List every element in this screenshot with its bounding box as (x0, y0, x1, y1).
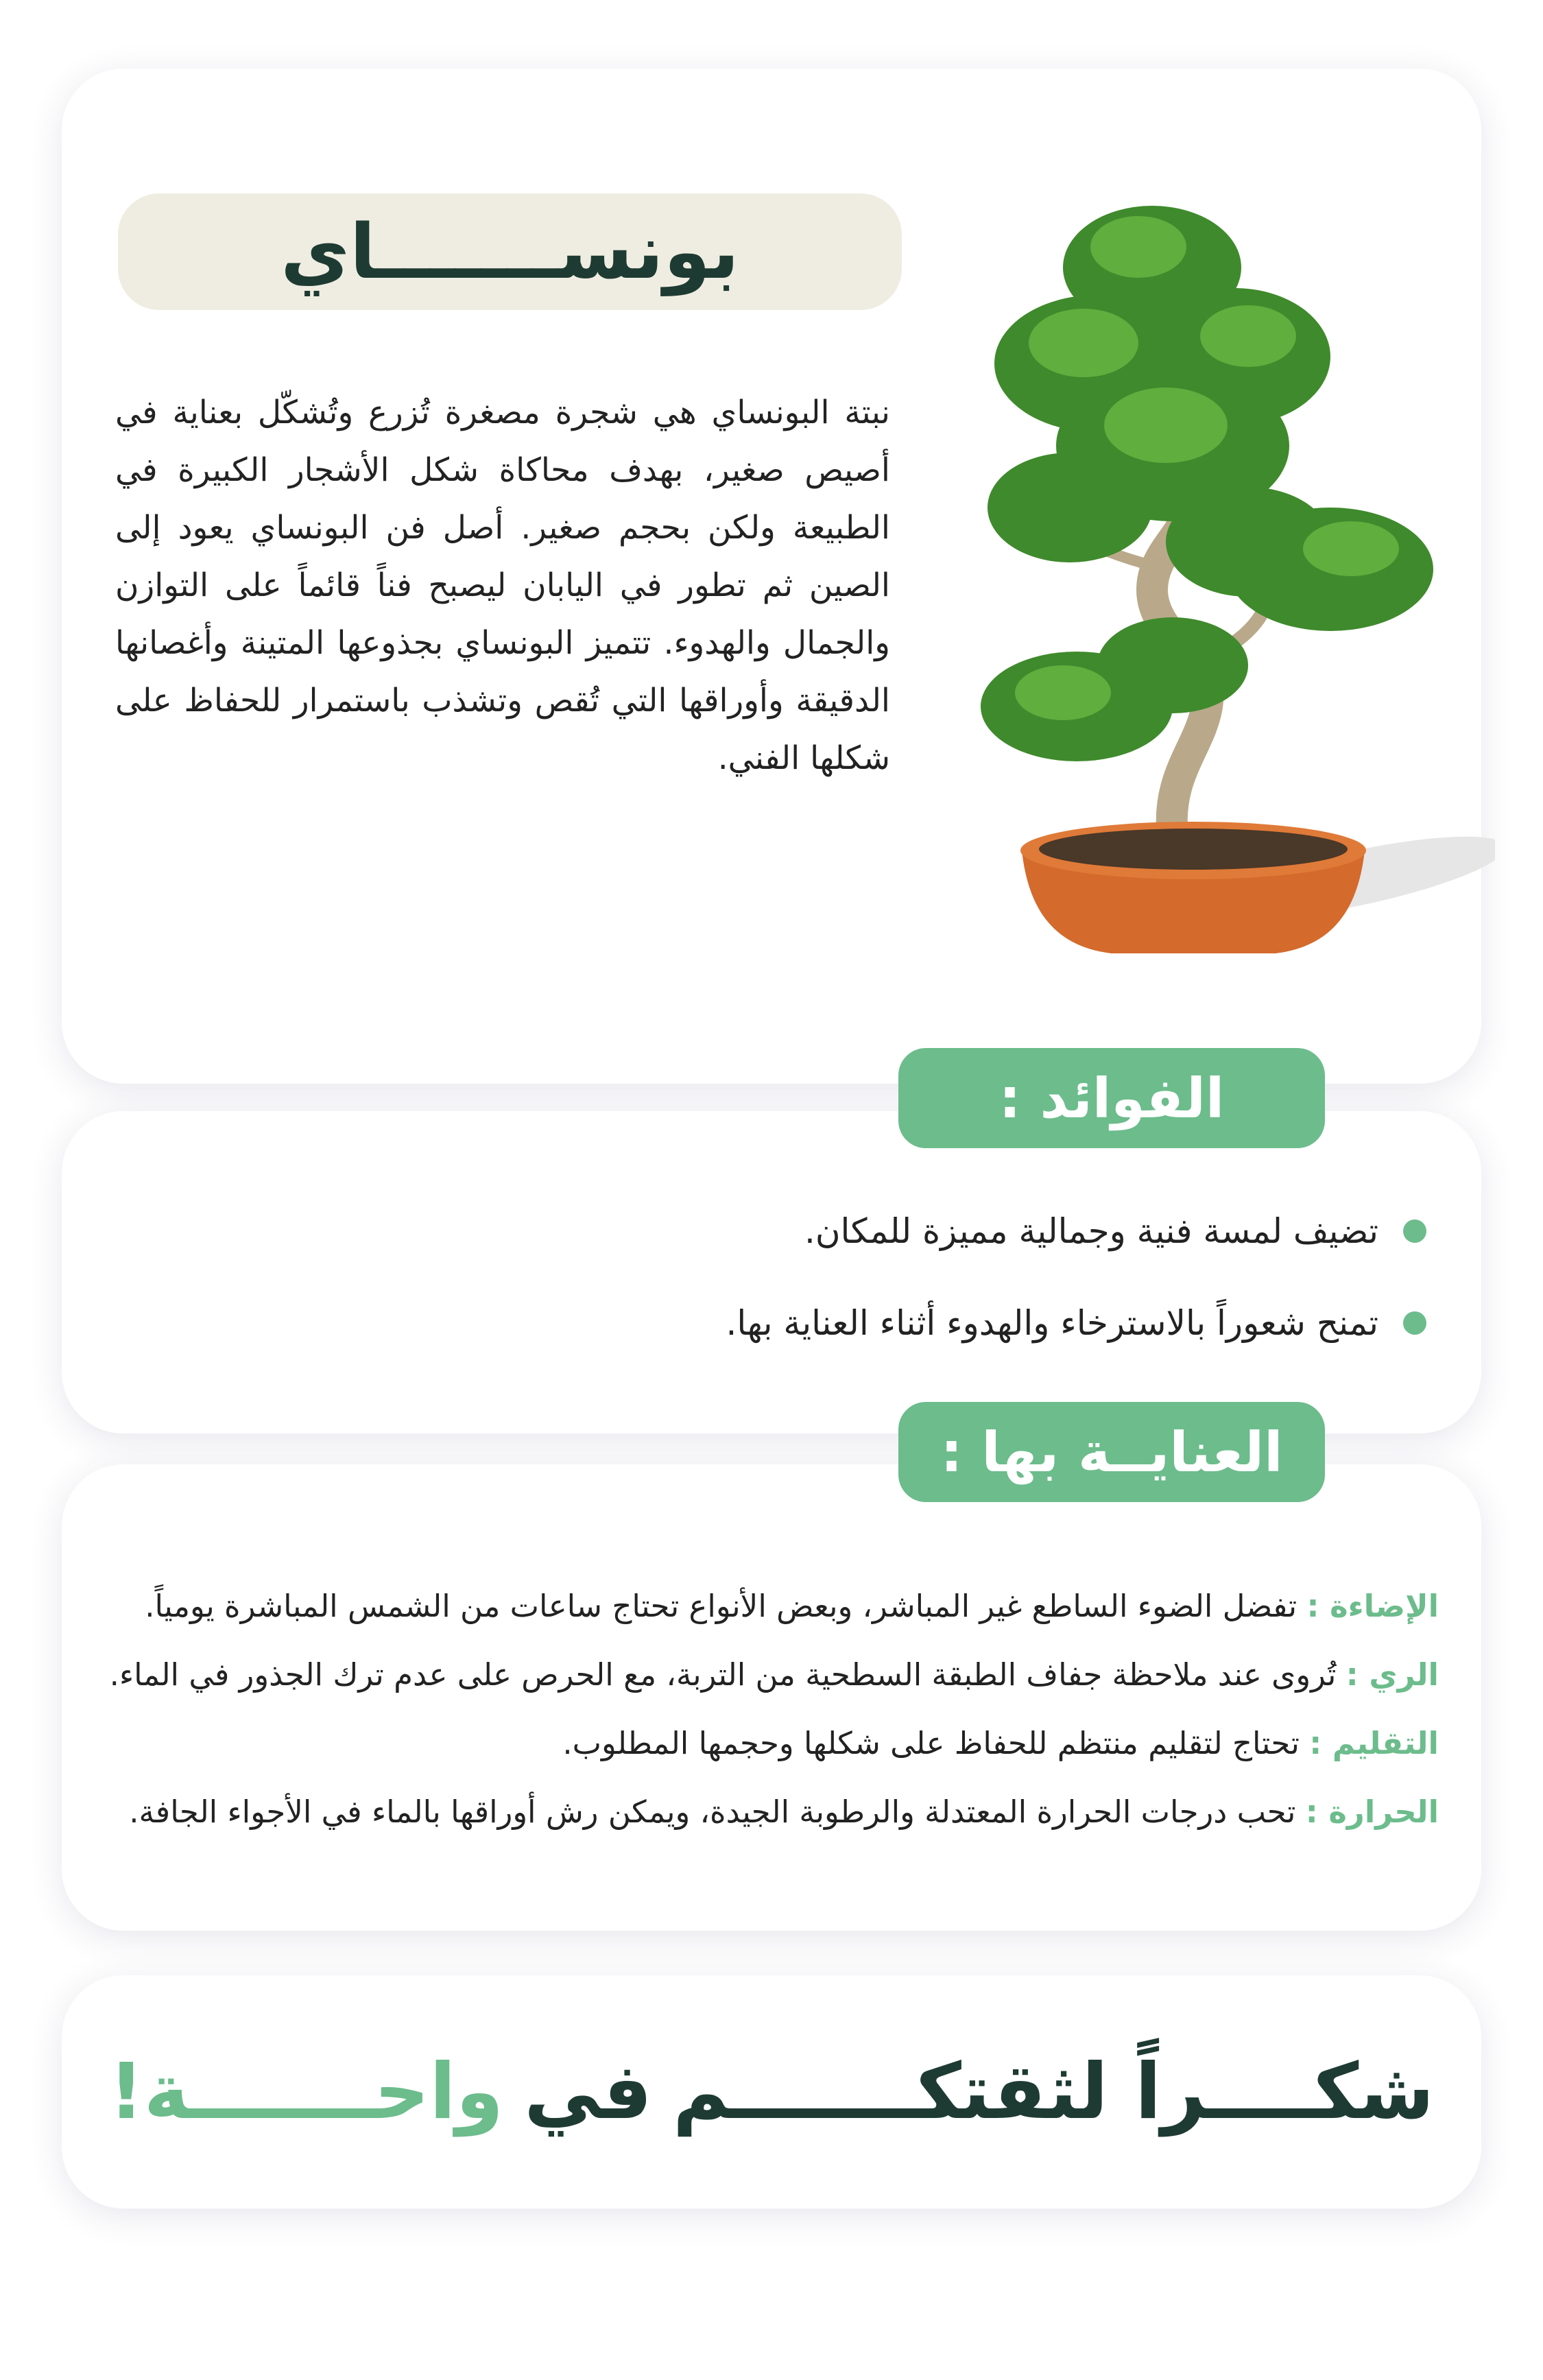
brand-name: واحـــــــة! (108, 2047, 504, 2137)
care-item-pruning: التقليم : تحتاج لتقليم منتظم للحفاظ على شكلها وحجمها المطلوب. (562, 1725, 1439, 1761)
care-list (95, 1572, 1439, 1846)
care-item-temperature: الحرارة : تحب درجات الحرارة المعتدلة والرطوبة الجيدة، ويمكن رش أوراقها بالماء في الأجواء الجافة. (129, 1794, 1439, 1830)
list-item: تضيف لمسة فنية وجمالية مميزة للمكان. (726, 1185, 1426, 1277)
thanks-part2: في (524, 2047, 652, 2137)
intro-paragraph: نبتة البونساي هي شجرة مصغرة تُزرع وتُشكّل بعناية في أصيص صغير، بهدف محاكاة شكل الأشجار الكبيرة في الطبيعة ولكن بحجم صغير. أصل فن البونساي يعود إلى الصين ثم تطور في اليابان ليصبح فناً قائماً على التوازن والجمال والهدوء. تتميز البونساي بجذوعها المتينة وأغصانها الدقيقة وأوراقها التي تُقص وتشذب باستمرار للحفاظ على شكلها الفني. (115, 394, 890, 777)
care-item-watering: الري : تُروى عند ملاحظة جفاف الطبقة السطحية من التربة، مع الحرص على عدم ترك الجذور في الماء. (109, 1656, 1439, 1693)
thanks-message (62, 1975, 1481, 2209)
care-heading: العنايــة بها : (898, 1402, 1325, 1502)
bonsai-plant-image (946, 185, 1495, 981)
page-title: بونســـــــاي (118, 193, 902, 310)
benefits-list (726, 1185, 1426, 1369)
care-item-light: الإضاءة : تفضل الضوء الساطع غير المباشر، وبعض الأنواع تحتاج ساعات من الشمس المباشرة يومياً. (145, 1588, 1439, 1624)
thanks-part1: شكــــراً لثقتكـــــــم (672, 2047, 1435, 2137)
bullet-icon (1403, 1219, 1426, 1243)
benefits-heading: الفوائد : (898, 1048, 1325, 1148)
bullet-icon (1403, 1311, 1426, 1335)
list-item: تمنح شعوراً بالاسترخاء والهدوء أثناء العناية بها. (726, 1277, 1426, 1369)
